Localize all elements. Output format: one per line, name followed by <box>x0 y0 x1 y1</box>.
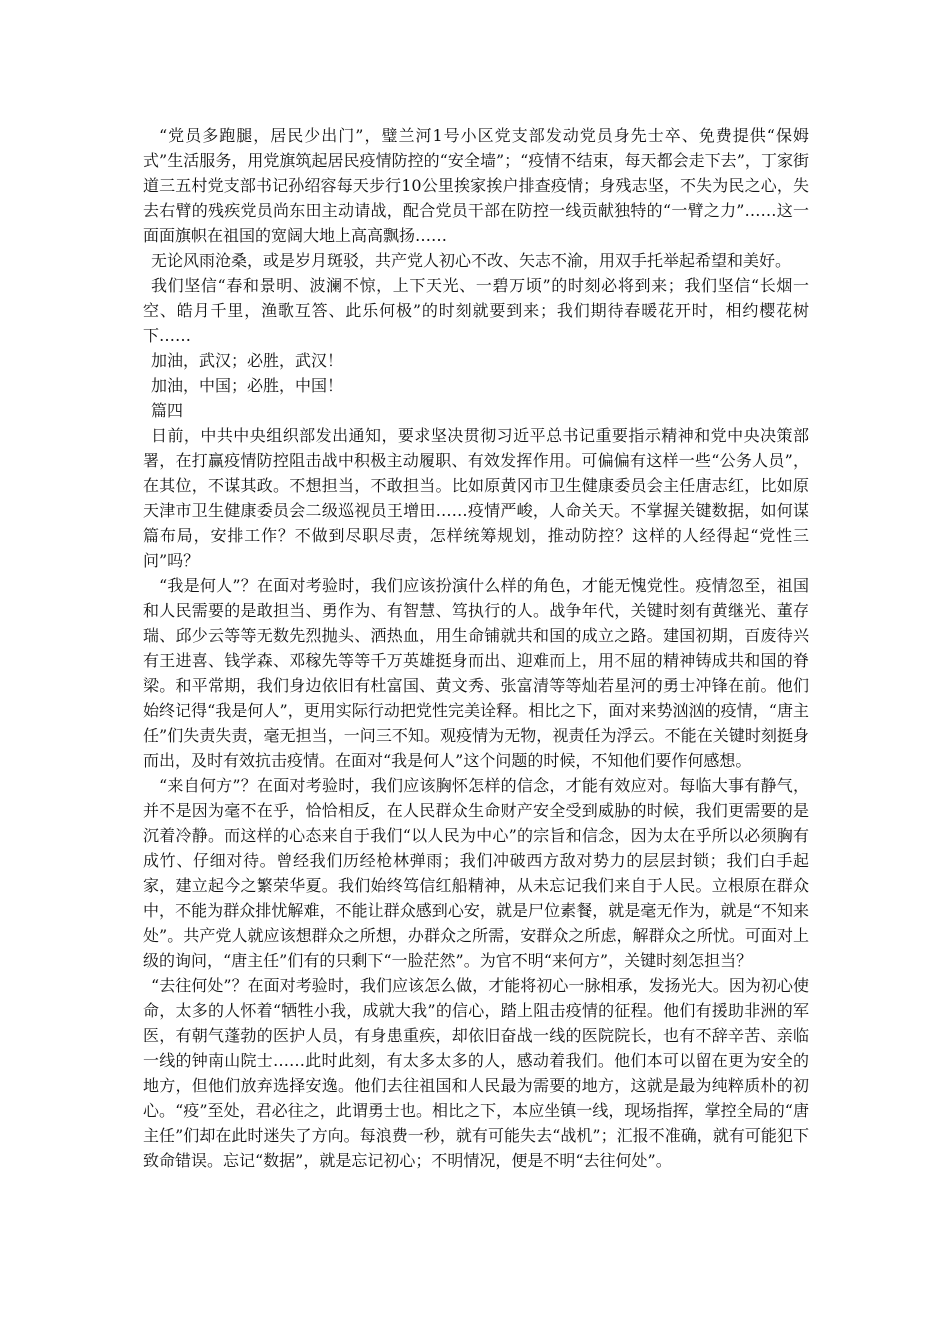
paragraph-we-believe: 我们坚信“春和景明、波澜不惊，上下天光、一碧万顷”的时刻必将到来；我们坚信“长烟一空、皓月千里，渔歌互答、此乐何极”的时刻就要到来；我们期待春暖花开时，相约樱花树下…… <box>143 276 809 345</box>
document-body <box>143 123 809 1173</box>
paragraph-cheer-wuhan: 加油，武汉；必胜，武汉！ <box>151 351 344 370</box>
section-heading-part-four: 篇四 <box>151 401 184 420</box>
paragraph-original-aspiration: 无论风雨沧桑，或是岁月斑驳，共产党人初心不改、矢志不渝，用双手托举起希望和美好。 <box>151 251 792 270</box>
paragraph-where-to: “去往何处”？在面对考验时，我们应该怎么做，才能将初心一脉相承，发扬光大。因为初心使命，太多的人怀着“牺牲小我，成就大我”的信心，踏上阻击疫情的征程。他们有援助非洲的军医，有朝气蓬勃的医护人员，有身患重疾，却依旧奋战一线的医院院长，也有不辞辛苦、亲临一线的钟南山院士……此时此刻，有太多太多的人，感动着我们。他们本可以留在更为安全的地方，但他们放弃选择安逸。他们去往祖国和人民最为需要的地方，这就是最为纯粹质朴的初心。“疫”至处，君必往之，此谓勇士也。相比之下，本应坐镇一线，现场指挥，掌控全局的“唐主任”们却在此时迷失了方向。每浪费一秒，就有可能失去“战机”；汇报不准确，就有可能犯下致命错误。忘记“数据”，就是忘记初心；不明情况，便是不明“去往何处”。 <box>143 976 809 1170</box>
paragraph-party-members: “党员多跑腿，居民少出门”，璧兰河1号小区党支部发动党员身先士卒、免费提供“保姆式”生活服务，用党旗筑起居民疫情防控的“安全墙”；“疫情不结束，每天都会走下去”，丁家街道三五村党支部书记孙绍容每天步行10公里挨家挨户排查疫情；身残志坚，不失为民之心，失去右臂的残疾党员尚东田主动请战，配合党员干部在防控一线贡献独特的“一臂之力”……这一面面旗帜在祖国的宽阔大地上高高飘扬…… <box>143 126 809 245</box>
paragraph-notice: 日前，中共中央组织部发出通知，要求坚决贯彻习近平总书记重要指示精神和党中央决策部署，在打赢疫情防控阻击战中积极主动履职、有效发挥作用。可偏偏有这样一些“公务人员”，在其位，不谋其政。不想担当，不敢担当。比如原黄冈市卫生健康委员会主任唐志红，比如原天津市卫生健康委员会二级巡视员王增田……疫情严峻，人命关天。不掌握关键数据，如何谋篇布局，安排工作？不做到尽职尽责，怎样统筹规划，推动防控？这样的人经得起“党性三问”吗？ <box>143 426 809 570</box>
paragraph-who-am-i: “我是何人”？在面对考验时，我们应该扮演什么样的角色，才能无愧党性。疫情忽至，祖国和人民需要的是敢担当、勇作为、有智慧、笃执行的人。战争年代，关键时刻有黄继光、董存瑞、邱少云等等无数先烈抛头、洒热血，用生命铺就共和国的成立之路。建国初期，百废待兴有王进喜、钱学森、邓稼先等等千万英雄挺身而出、迎难而上，用不屈的精神铸成共和国的脊梁。和平常期，我们身边依旧有杜富国、黄文秀、张富清等等灿若星河的勇士冲锋在前。他们始终记得“我是何人”，更用实际行动把党性完美诠释。相比之下，面对来势汹汹的疫情，“唐主任”们失责失责，毫无担当，一问三不知。观疫情为无物，视责任为浮云。不能在关键时刻挺身而出，及时有效抗击疫情。在面对“我是何人”这个问题的时候，不知他们要作何感想。 <box>143 576 809 770</box>
paragraph-cheer-china: 加油，中国；必胜，中国！ <box>151 376 344 395</box>
paragraph-where-from: “来自何方”？在面对考验时，我们应该胸怀怎样的信念，才能有效应对。每临大事有静气，并不是因为毫不在乎，恰恰相反，在人民群众生命财产安全受到威胁的时候，我们更需要的是沉着冷静。而这样的心态来自于我们“以人民为中心”的宗旨和信念，因为太在乎所以必须胸有成竹、仔细对待。曾经我们历经枪林弹雨；我们冲破西方敌对势力的层层封锁；我们白手起家，建立起今之繁荣华夏。我们始终笃信红船精神，从未忘记我们来自于人民。立根原在群众中，不能为群众排忧解难，不能让群众感到心安，就是尸位素餐，就是毫无作为，就是“不知来处”。共产党人就应该想群众之所想，办群众之所需，安群众之所虑，解群众之所忧。可面对上级的询问，“唐主任”们有的只剩下“一脸茫然”。为官不明“来何方”，关键时刻怎担当？ <box>143 776 809 970</box>
